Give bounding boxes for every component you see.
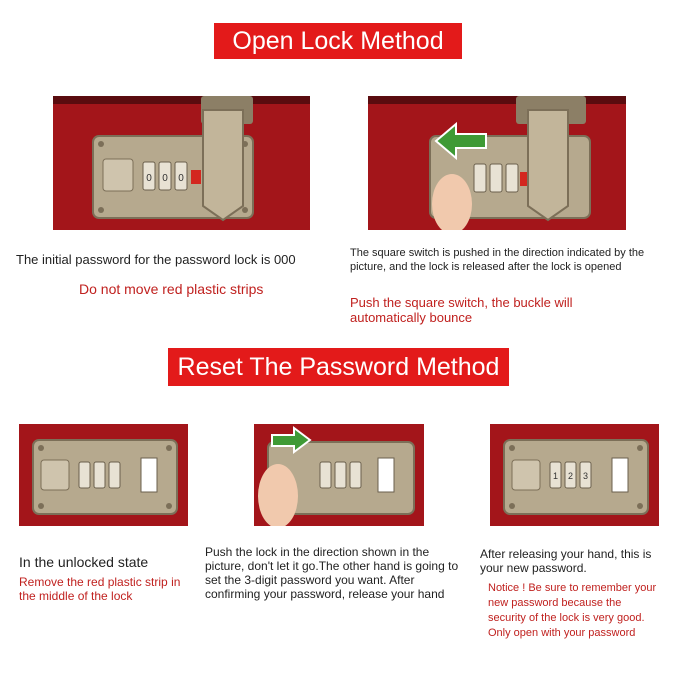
dial-digit: 0 [178, 173, 184, 184]
dial-digit: 3 [582, 471, 589, 481]
dial-digit: 0 [146, 173, 152, 184]
lock-photo-new-password [490, 424, 659, 526]
remember-password-notice: Notice ! Be sure to remember your new password because the security of the lock is very good. Only open with your password [488, 582, 657, 639]
dial-digit: 2 [567, 471, 574, 481]
do-not-move-note: Do not move red plastic strips [79, 281, 264, 297]
lock-photo-set-password [254, 424, 424, 526]
open-lock-method-banner: Open Lock Method [214, 23, 462, 59]
remove-strip-note: Remove the red plastic strip in the middle of the lock [19, 575, 181, 603]
lock-photo-initial [53, 96, 310, 230]
push-switch-caption: The square switch is pushed in the direction indicated by the picture, and the lock is released after the lock is opened [350, 247, 645, 273]
push-lock-caption: Push the lock in the direction shown in the picture, don't let it go.The other hand is going to set the 3-digit password you want. After confirming your password, release your hand [205, 545, 459, 601]
dial-digit: 1 [552, 471, 559, 481]
new-password-caption: After releasing your hand, this is your new password. [480, 547, 652, 575]
buckle-bounce-note: Push the square switch, the buckle will automatically bounce [350, 295, 573, 325]
lock-photo-push-switch [368, 96, 626, 230]
initial-password-caption: The initial password for the password lock is 000 [16, 252, 296, 267]
dial-digit: 0 [162, 173, 168, 184]
reset-password-method-banner: Reset The Password Method [168, 348, 509, 386]
unlocked-state-caption: In the unlocked state [19, 554, 149, 570]
lock-photo-unlocked [19, 424, 188, 526]
